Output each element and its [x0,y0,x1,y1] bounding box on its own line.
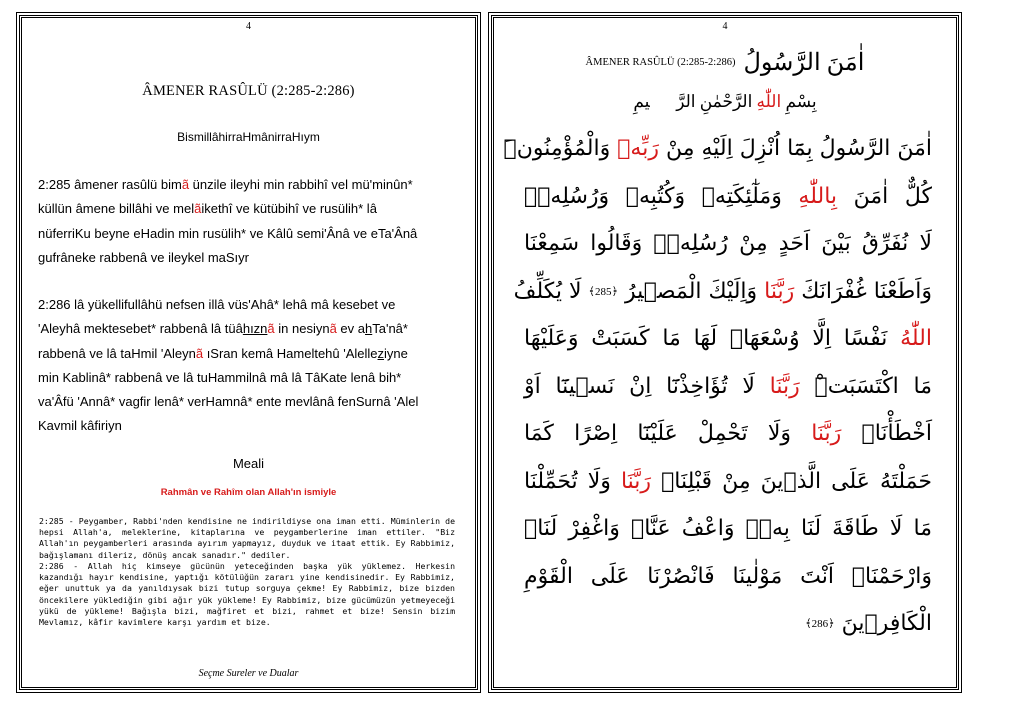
verse-number-marker: ﴿285﴾ [588,285,618,298]
left-page-title: ÂMENER RASÛLÜ (2:285-2:286) [142,83,355,99]
transliteration-line: küllün âmene billâhi ve melãikethî ve kütübihî ve rusülih* lâ [38,201,377,217]
arabic-line: مَا اكْتَسَبَتْۜ رَبَّنَا لَا تُؤَاخِذْنَٓا اِنْ نَس۪ينَٓا اَوْ [524,373,932,399]
underlined-letter: hızn [242,321,268,337]
transliteration-line: nüferriKu beyne eHadin min rusülih* ve Kâlû semi'Ânâ ve eTa'Ânâ [38,225,418,241]
red-arabic-word: اللّٰهِ [756,92,782,111]
transliteration-line: Kavmil kâfiriyn [38,418,122,434]
red-arabic-word: رَبِّه۪ [617,136,659,161]
arabic-line: اللّٰهُ نَفْسًا اِلَّا وُسْعَهَاۜ لَهَا مَا كَسَبَتْ وَعَلَيْهَا [524,326,932,351]
arabic-line: اَخْطَأْنَاۚ رَبَّنَا وَلَا تَحْمِلْ عَلَيْنَٓا اِصْرًا كَمَا [524,421,933,446]
red-arabic-word: اللّٰهُ [900,326,932,351]
arabic-line: اٰمَنَ الرَّسُولُ بِمَٓا اُنْزِلَ اِلَيْهِ مِنْ رَبِّه۪ وَالْمُؤْمِنُونَۜ [503,136,932,161]
header-latin-title: ÂMENER RASÛLÜ (2:285-2:286) [585,57,736,68]
right-page [491,15,959,690]
arabic-line: وَاَطَعْنَا غُفْرَانَكَ رَبَّنَا وَاِلَيْكَ الْمَص۪يرُ ﴿285﴾ لَا يُكَلِّفُ [513,278,932,304]
verse-286-transliteration [38,293,458,439]
transliteration-line: 2:285 âmener rasûlü bimã ünzile ileyhi min rabbihî vel mü'minûn* [38,177,413,192]
red-arabic-word: رَبَّنَا [620,468,652,494]
transliteration-line: min Kablinâ* rabbenâ ve lâ tuHammilnâ mâ lâ TâKate lenâ bih* [38,369,402,385]
transliteration-line: rabbenâ ve lâ taHmil 'Aleynã ıSran kemâ Hameltehû 'Alelleziyne [38,345,408,361]
highlighted-letter: ã [195,345,204,361]
transliteration-line: 2:286 lâ yükellifullâhü nefsen illâ vüs'Ahâ* lehâ mâ kesebet ve [38,297,396,312]
verse-285-transliteration [38,173,458,270]
arabic-line: وَارْحَمْنَاࣞ اَنْتَ مَوْلٰينَا فَانْصُرْنَا عَلَى الْقَوْمِ [524,563,932,589]
right-page-number: 4 [722,21,728,32]
basmala-arabic: بِسْمِ اللّٰهِ الرَّحْمٰنِ الرَّح۪يمِ [633,92,817,111]
highlighted-letter: ã [181,177,190,192]
meali-subheading: Rahmân ve Rahîm olan Allah'ın ismiyle [160,487,337,498]
left-page-footer: Seçme Sureler ve Dualar [198,668,299,679]
left-page-number: 4 [246,21,251,32]
arabic-line: حَمَلْتَهُ عَلَى الَّذ۪ينَ مِنْ قَبْلِنَاۚ رَبَّنَا وَلَا تُحَمِّلْنَا [524,468,932,494]
translation-286: 2:286 - Allah hiç kimseye gücünün yeteceğinden başka yük yüklemez. Herkesin kazandığı hayır kendisine, yaptığı kötülüğün zararı yine kendisinedir. Ey Rabbimiz, eğer unuttuk ya da yanıldıysak bizi tutup sorguya çekme! Ey Rabbimiz, bize bizden öncekilere yüklediğin gibi ağır yük yükleme! Ey Rabbimiz, bize gücümüzün yetmeyeceği yükü de yükleme! Bağışla bizi, mağfiret et bizi, rahmet et bize! Sensin bizim Mevlamız, kâfir kavimlere karşı yardım et bize. [39,561,455,628]
header-arabic-title: اٰمَنَ الرَّسُولُ [743,50,865,76]
arabic-line: كُلٌّ اٰمَنَ بِاللّٰهِ وَمَلٰٓئِكَتِه۪ وَكُتُبِه۪ وَرُسُلِه۪ۜ [524,183,932,209]
underlined-letter: z [377,345,385,361]
red-arabic-word: رَبَّنَا [811,421,842,446]
red-arabic-word: رَبَّنَا [769,373,800,399]
meali-heading: Meali [232,456,265,471]
arabic-line: مَا لَا طَاقَةَ لَنَا بِه۪ۚ وَاعْفُ عَنَّاࣞ وَاغْفِرْ لَنَاࣞ [524,516,932,541]
highlighted-letter: ã [194,201,202,217]
translation-285: 2:285 - Peygamber, Rabbi'nden kendisine ne indirildiyse ona iman etti. Müminlerin de hepsi Allah'a, meleklerine, kitaplarına ve peygamberlerine iman ettiler. "Biz Allah'ın peygamberleri arasında ayırım yapmayız, duyduk ve itaat ettik. Ey Rabbimiz, bağışlamanı dileriz, dönüş ancak sanadır." dediler. [39,516,455,560]
highlighted-letter: ã [329,321,337,337]
verse-number-marker: ﴿286﴾ [805,618,835,630]
underlined-letter: h [365,321,373,337]
transliteration-line: gufrâneke rabbenâ ve ileykel maSıyr [38,249,250,265]
red-arabic-word: رَبَّنَا [764,278,795,304]
right-page-header [494,48,956,77]
left-page [19,15,478,690]
arabic-line: لَا نُفَرِّقُ بَيْنَ اَحَدٍ مِنْ رُسُلِه۪ۘ وَقَالُوا سَمِعْنَا [524,231,932,256]
red-arabic-word: بِاللّٰهِ [798,183,838,209]
basmala-transliteration: BismillâhirraHmânirraHıym [177,130,320,144]
arabic-line: الْكَافِر۪ينَ ﴿286﴾ [805,611,932,636]
transliteration-line: 'Aleyhâ mektesebet* rabbenâ lâ tüâhıznã in nesiynã ev ahTa'nâ* [38,321,408,337]
highlighted-letter: ã [267,321,275,337]
transliteration-line: va'Âfü 'Annâ* vagfir lenâ* verHamnâ* ente mevlânâ fenSurnâ 'Alel [38,394,419,410]
